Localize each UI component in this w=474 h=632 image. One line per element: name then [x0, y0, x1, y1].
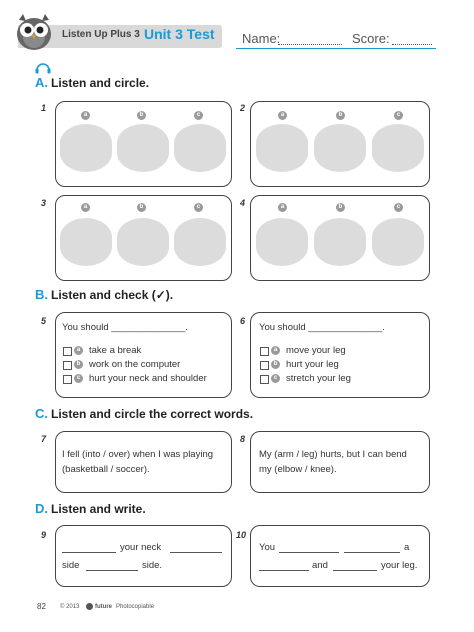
sentence-word: side. [142, 560, 163, 571]
answer-blank[interactable] [259, 570, 309, 571]
answer-blank[interactable] [279, 552, 339, 553]
section-c-letter: C. [35, 406, 48, 421]
option-text: take a break [89, 345, 142, 356]
option-text: hurt your neck and shoulder [89, 373, 207, 384]
picture-boxing [256, 124, 308, 172]
answer-blank[interactable] [344, 552, 400, 553]
option-b[interactable]: b [336, 203, 345, 212]
option-text: move your leg [286, 345, 346, 356]
checkbox-c[interactable] [63, 375, 72, 384]
headphones-icon [34, 60, 52, 74]
item-number: 3 [41, 198, 47, 208]
picture-taekwondo [60, 124, 112, 172]
sentence-word: and [312, 560, 328, 571]
option-c[interactable]: c [394, 111, 403, 120]
picture-neck-stretch [174, 124, 226, 172]
header-underline [236, 48, 436, 49]
checkbox-a[interactable] [260, 347, 269, 356]
item-number: 6 [240, 316, 246, 326]
score-field[interactable] [392, 44, 432, 45]
option-b[interactable]: b [336, 111, 345, 120]
sentence-word: side [62, 560, 80, 571]
picture-neck-stretch [256, 218, 308, 266]
option-b: b [271, 360, 280, 369]
answer-blank[interactable] [62, 552, 116, 553]
owl-logo-icon [12, 10, 56, 52]
option-text: hurt your leg [286, 359, 339, 370]
picture-basketball [372, 124, 424, 172]
sentence-line-2: my (elbow / knee). [259, 464, 337, 475]
item-number: 9 [41, 530, 47, 540]
checkbox-b[interactable] [260, 361, 269, 370]
sentence-word: You [259, 542, 276, 553]
option-a: a [74, 346, 83, 355]
option-a[interactable]: a [81, 111, 90, 120]
future-logo-icon [86, 603, 93, 610]
section-b-title: Listen and check (✓). [51, 288, 174, 302]
brand-name: future [95, 604, 112, 610]
picture-arm-stretch [174, 218, 226, 266]
checkbox-b[interactable] [63, 361, 72, 370]
item-number: 1 [41, 103, 47, 113]
section-a-title: Listen and circle. [51, 76, 150, 90]
picture-basketball [60, 218, 112, 266]
option-a[interactable]: a [278, 111, 287, 120]
answer-blank[interactable] [333, 570, 377, 571]
photocopiable-note: Photocopiable [116, 604, 155, 610]
item-number: 8 [240, 434, 246, 444]
sentence-line-1: My (arm / leg) hurts, but I can bend [259, 449, 407, 460]
item-number: 7 [41, 434, 47, 444]
picture-taekwondo [314, 218, 366, 266]
option-text: work on the computer [89, 359, 181, 370]
answer-blank[interactable] [170, 552, 222, 553]
checkbox-c[interactable] [260, 375, 269, 384]
item-number: 5 [41, 316, 47, 326]
option-c[interactable]: c [194, 111, 203, 120]
item-number: 10 [236, 530, 247, 540]
item-number: 4 [240, 198, 246, 208]
sentence-line-2: (basketball / soccer). [62, 464, 150, 475]
item-7-box [55, 431, 232, 493]
sentence-word: your neck [120, 542, 162, 553]
name-field[interactable] [278, 44, 342, 45]
sentence-line-1: I fell (into / over) when I was playing [62, 449, 214, 460]
answer-blank[interactable] [86, 570, 138, 571]
item-number: 2 [240, 103, 246, 113]
unit-title: Unit 3 Test [144, 26, 215, 42]
section-d-title: Listen and write. [51, 502, 146, 516]
option-c: c [271, 374, 280, 383]
picture-hurt-leg [314, 124, 366, 172]
prompt-text: You should ______________. [62, 322, 188, 333]
picture-neck-stretch [117, 218, 169, 266]
option-b[interactable]: b [137, 111, 146, 120]
option-c[interactable]: c [394, 203, 403, 212]
prompt-text: You should ______________. [259, 322, 385, 333]
section-a-letter: A. [35, 75, 48, 90]
page-number: 82 [37, 602, 46, 611]
option-b[interactable]: b [137, 203, 146, 212]
section-d-letter: D. [35, 501, 48, 516]
sentence-word: your leg. [381, 560, 418, 571]
item-8-box [250, 431, 430, 493]
score-label: Score: [352, 31, 390, 46]
option-b: b [74, 360, 83, 369]
sentence-word: a [404, 542, 410, 553]
name-label: Name: [242, 31, 281, 46]
section-c-title: Listen and circle the correct words. [51, 407, 254, 421]
series-title: Listen Up Plus 3 [62, 29, 140, 40]
section-b-letter: B. [35, 287, 48, 302]
item-10-box [250, 525, 430, 587]
option-a: a [271, 346, 280, 355]
item-9-box [55, 525, 232, 587]
option-a[interactable]: a [81, 203, 90, 212]
checkbox-a[interactable] [63, 347, 72, 356]
picture-arm-stretch [372, 218, 424, 266]
option-a[interactable]: a [278, 203, 287, 212]
option-text: stretch your leg [286, 373, 351, 384]
copyright-text: © 2013 [60, 604, 80, 610]
option-c: c [74, 374, 83, 383]
picture-hurt-leg [117, 124, 169, 172]
option-c[interactable]: c [194, 203, 203, 212]
